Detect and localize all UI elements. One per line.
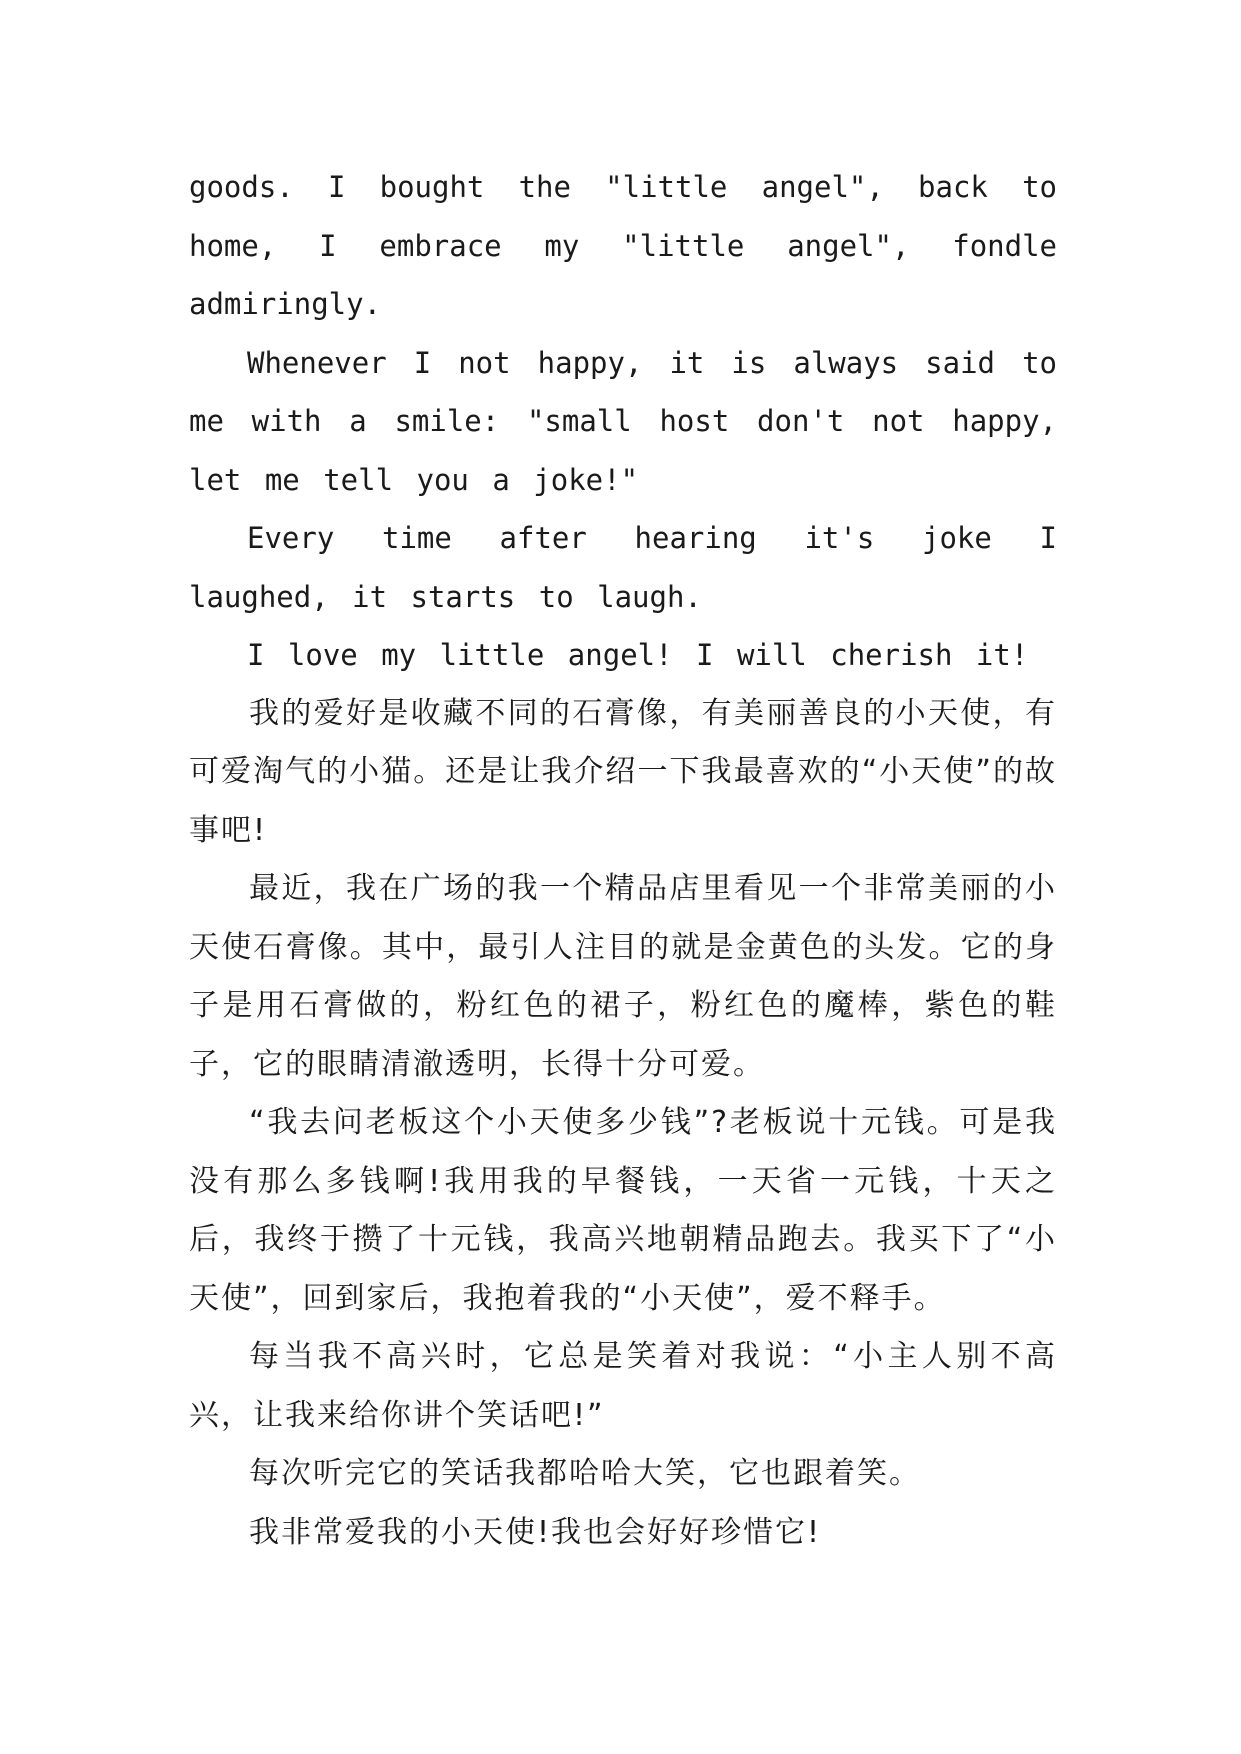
paragraph-en-2: Whenever I not happy, it is always said to me with a smile: "small host don't not happy, let me tell you a joke!" [189,345,1057,497]
paragraph-en-3: Every time after hearing it's joke I laughed, it starts to laugh. [189,521,1057,614]
paragraph-zh-4: 每当我不高兴时，它总是笑着对我说：“小主人别不高兴，让我来给你讲个笑话吧!” [189,1339,1057,1433]
paragraph-zh-1: 我的爱好是收藏不同的石膏像，有美丽善良的小天使，有可爱淘气的小猫。还是让我介绍一下我最喜欢的“小天使”的故事吧! [189,695,1057,848]
paragraph-zh-2: 最近，我在广场的我一个精品店里看见一个非常美丽的小天使石膏像。其中，最引人注目的就是金黄色的头发。它的身子是用石膏做的，粉红色的裙子，粉红色的魔棒，紫色的鞋子，它的眼睛清澈透明，长得十分可爱。 [189,871,1057,1082]
paragraph-en-4: I love my little angel! I will cherish it! [247,638,1029,672]
document-body [189,158,1057,1562]
paragraph-zh-3: “我去问老板这个小天使多少钱”?老板说十元钱。可是我没有那么多钱啊!我用我的早餐钱，一天省一元钱，十天之后，我终于攒了十元钱，我高兴地朝精品跑去。我买下了“小天使”，回到家后，我抱着我的“小天使”，爱不释手。 [189,1105,1057,1316]
paragraph-en-1: goods. I bought the "little angel", back to home, I embrace my "little angel", fondle admiringly. [189,170,1057,321]
paragraph-zh-6: 我非常爱我的小天使!我也会好好珍惜它! [249,1514,822,1550]
paragraph-zh-5: 每次听完它的笑话我都哈哈大笑，它也跟着笑。 [249,1456,921,1491]
